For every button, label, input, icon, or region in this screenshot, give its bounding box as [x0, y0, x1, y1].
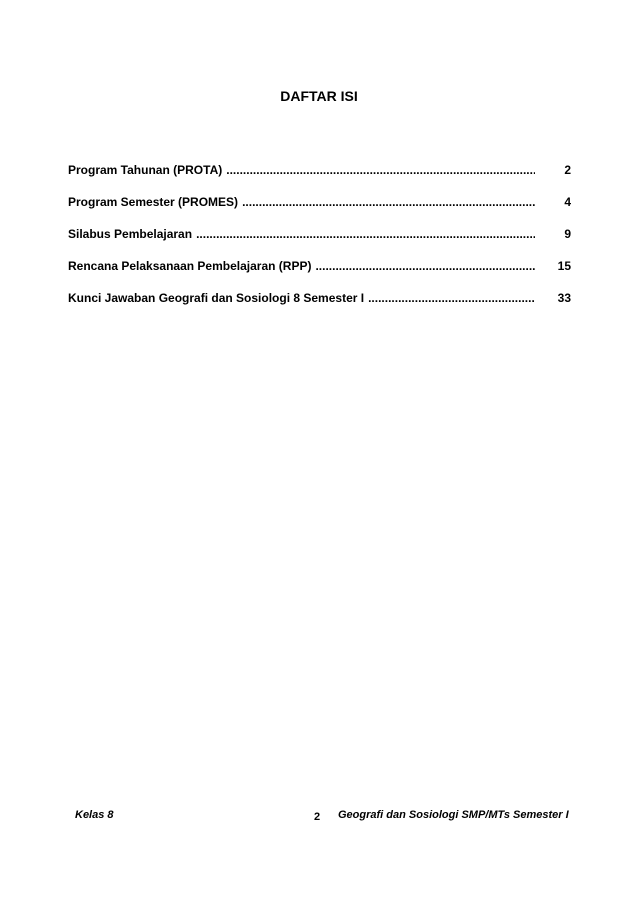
toc-entry-rpp[interactable]	[68, 259, 571, 291]
toc-leader-dots	[368, 291, 535, 305]
toc-entry-label: Kunci Jawaban Geografi dan Sosiologi 8 Semester I	[68, 291, 365, 305]
toc-entry-prota[interactable]	[68, 163, 571, 195]
toc-entry-page: 2	[564, 163, 571, 177]
page-footer	[0, 809, 638, 829]
toc-entry-label: Program Tahunan (PROTA)	[68, 163, 223, 177]
toc-entry-page: 4	[564, 195, 571, 209]
toc-entry-label: Program Semester (PROMES)	[68, 195, 239, 209]
toc-entry-promes[interactable]	[68, 195, 571, 227]
footer-page-number: 2	[314, 811, 321, 823]
toc-leader-dots	[242, 195, 535, 209]
toc-entry-page: 15	[557, 259, 571, 273]
toc-entry-label: Rencana Pelaksanaan Pembelajaran (RPP)	[68, 259, 312, 273]
toc-entry-silabus[interactable]	[68, 227, 571, 259]
toc-leader-dots	[226, 163, 535, 177]
toc-entry-kunci-jawaban[interactable]	[68, 291, 571, 323]
footer-class-label: Kelas 8	[75, 809, 114, 821]
toc-entry-page: 9	[564, 227, 571, 241]
toc-leader-dots	[196, 227, 535, 241]
toc-leader-dots	[315, 259, 535, 273]
page-title: DAFTAR ISI	[280, 88, 358, 104]
footer-book-title: Geografi dan Sosiologi SMP/MTs Semester I	[338, 809, 569, 821]
toc-entry-page: 33	[557, 291, 571, 305]
toc-entry-label: Silabus Pembelajaran	[68, 227, 193, 241]
table-of-contents	[68, 163, 571, 323]
